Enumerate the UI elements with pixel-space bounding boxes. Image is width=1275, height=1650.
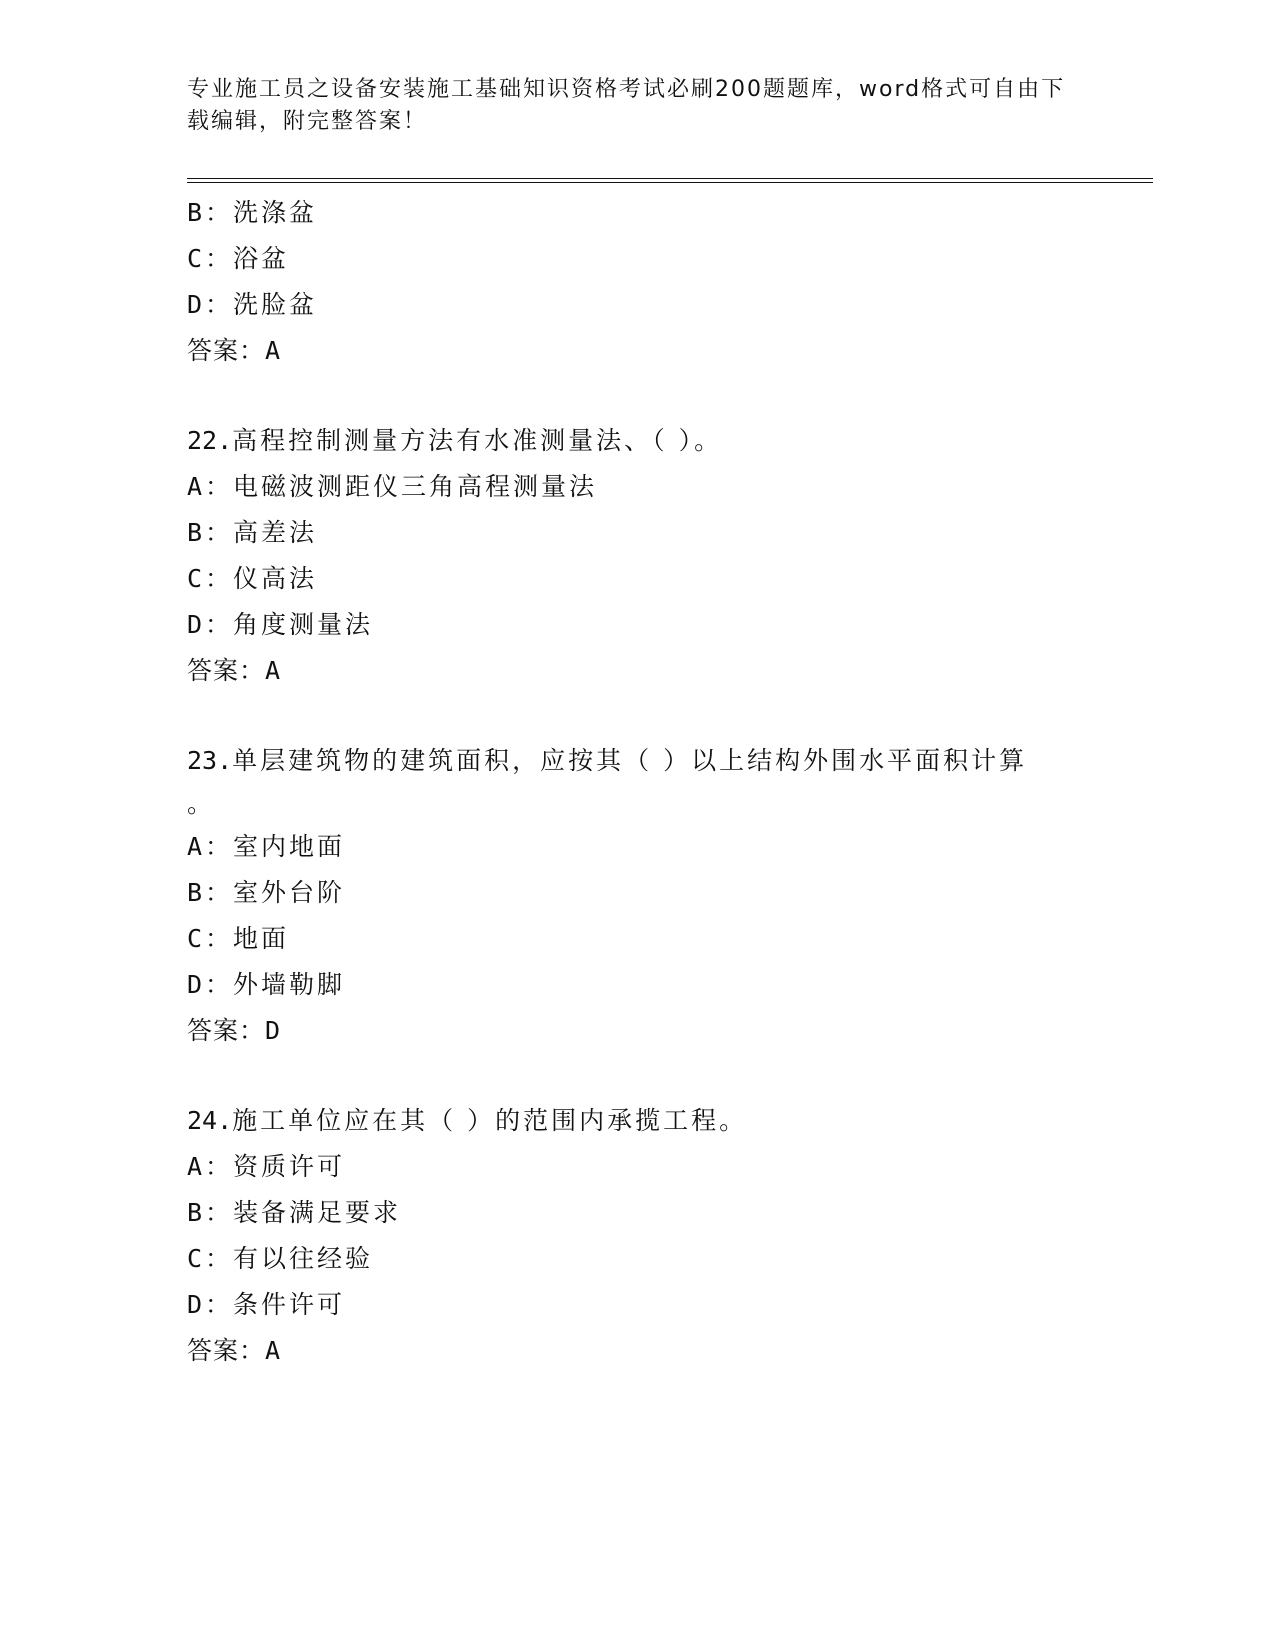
option-key: D： xyxy=(187,610,234,639)
answer-value: A xyxy=(265,1336,282,1365)
option-b xyxy=(187,870,1087,916)
answer-value: A xyxy=(265,336,282,365)
question-number: 24. xyxy=(187,1106,233,1135)
option-c xyxy=(187,556,1087,602)
option-b xyxy=(187,190,1087,236)
option-key: A： xyxy=(187,1152,234,1181)
option-key: C： xyxy=(187,924,234,953)
question-number: 22. xyxy=(187,426,233,455)
option-d xyxy=(187,282,1087,328)
question-number: 23. xyxy=(187,746,233,775)
option-b xyxy=(187,510,1087,556)
question-24 xyxy=(187,1098,1087,1374)
option-d xyxy=(187,1282,1087,1328)
option-key: B： xyxy=(187,878,234,907)
option-text: 装备满足要求 xyxy=(233,1198,402,1227)
option-key: D： xyxy=(187,290,234,319)
header-rule-bottom xyxy=(187,182,1153,183)
header-rule-top xyxy=(187,178,1153,179)
question-text: 高程控制测量方法有水准测量法、（ ）。 xyxy=(232,426,723,455)
option-text: 地面 xyxy=(233,924,290,953)
question-text: 单层建筑物的建筑面积，应按其（ ）以上结构外围水平面积计算 xyxy=(232,746,1028,775)
option-key: D： xyxy=(187,1290,234,1319)
answer-line xyxy=(187,328,1087,374)
answer-line xyxy=(187,1328,1087,1374)
answer-value: D xyxy=(265,1016,282,1045)
question-21-continued xyxy=(187,190,1087,374)
option-key: C： xyxy=(187,564,234,593)
question-stem xyxy=(187,738,1087,784)
answer-label: 答案： xyxy=(187,1016,266,1045)
answer-label: 答案： xyxy=(187,336,266,365)
option-text: 室外台阶 xyxy=(233,878,346,907)
option-c xyxy=(187,236,1087,282)
option-key: B： xyxy=(187,198,234,227)
document-header: 专业施工员之设备安装施工基础知识资格考试必刷200题题库，word格式可自由下载编辑，附完整答案！ xyxy=(187,77,1066,134)
option-text: 角度测量法 xyxy=(233,610,374,639)
option-text: 资质许可 xyxy=(233,1152,346,1181)
question-23 xyxy=(187,738,1087,1054)
option-d xyxy=(187,602,1087,648)
option-b xyxy=(187,1190,1087,1236)
question-22 xyxy=(187,418,1087,694)
question-stem-wrap: 。 xyxy=(187,789,213,818)
answer-label: 答案： xyxy=(187,656,266,685)
option-c xyxy=(187,1236,1087,1282)
option-text: 洗脸盆 xyxy=(233,290,318,319)
option-c xyxy=(187,916,1087,962)
option-text: 高差法 xyxy=(233,518,318,547)
question-list xyxy=(187,190,1087,1374)
option-text: 电磁波测距仪三角高程测量法 xyxy=(233,472,598,501)
option-a xyxy=(187,1144,1087,1190)
option-text: 有以往经验 xyxy=(233,1244,374,1273)
option-key: C： xyxy=(187,1244,234,1273)
option-d xyxy=(187,962,1087,1008)
answer-line xyxy=(187,1008,1087,1054)
option-text: 室内地面 xyxy=(233,832,346,861)
option-key: B： xyxy=(187,1198,234,1227)
question-text: 施工单位应在其（ ）的范围内承揽工程。 xyxy=(232,1106,748,1135)
answer-label: 答案： xyxy=(187,1336,266,1365)
answer-line xyxy=(187,648,1087,694)
option-key: D： xyxy=(187,970,234,999)
option-key: B： xyxy=(187,518,234,547)
option-text: 洗涤盆 xyxy=(233,198,318,227)
option-text: 条件许可 xyxy=(233,1290,346,1319)
option-key: A： xyxy=(187,472,234,501)
answer-value: A xyxy=(265,656,282,685)
option-a xyxy=(187,824,1087,870)
option-text: 仪高法 xyxy=(233,564,318,593)
question-stem xyxy=(187,1098,1087,1144)
option-key: C： xyxy=(187,244,234,273)
option-text: 浴盆 xyxy=(233,244,290,273)
question-stem xyxy=(187,418,1087,464)
option-text: 外墙勒脚 xyxy=(233,970,346,999)
option-a xyxy=(187,464,1087,510)
option-key: A： xyxy=(187,832,234,861)
